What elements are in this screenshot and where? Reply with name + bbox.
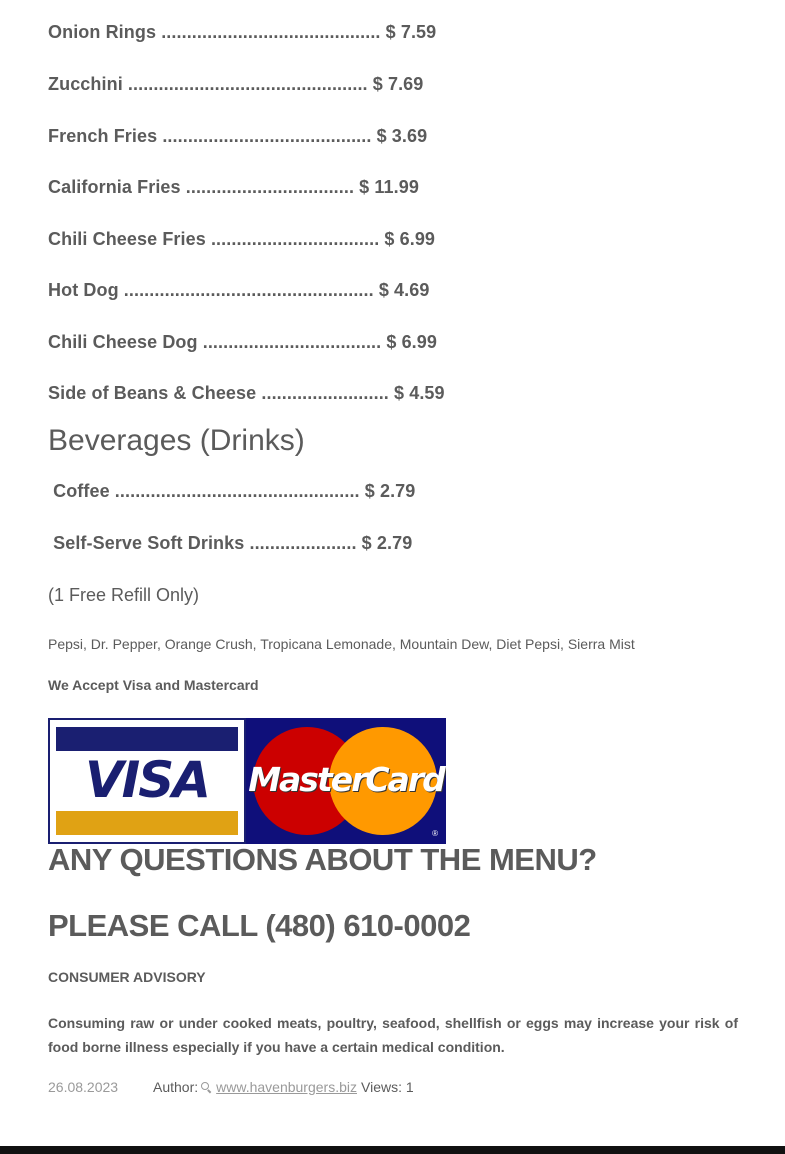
menu-item-chili-cheese-fries: Chili Cheese Fries ................................. $ 6.99 [48, 229, 436, 249]
payment-accept-text: We Accept Visa and Mastercard [48, 677, 259, 693]
mastercard-logo [246, 718, 446, 844]
menu-item-french-fries: French Fries ......................................... $ 3.69 [48, 126, 428, 146]
refill-note: (1 Free Refill Only) [48, 585, 200, 605]
menu-item-side-beans-cheese: Side of Beans & Cheese ......................... $ 4.59 [48, 383, 445, 403]
menu-item-coffee: Coffee ................................................ $ 2.79 [48, 481, 416, 501]
visa-logo-gold-band [56, 811, 238, 835]
consumer-advisory-title: CONSUMER ADVISORY [48, 969, 206, 985]
beverages-heading: Beverages (Drinks) [48, 424, 305, 457]
menu-item-soft-drinks: Self-Serve Soft Drinks ..................... $ 2.79 [48, 533, 413, 553]
visa-logo-text: VISA [84, 751, 209, 809]
call-heading: PLEASE CALL (480) 610-0002 [48, 908, 471, 943]
author-label: Author: [153, 1079, 199, 1095]
menu-item-chili-cheese-dog: Chili Cheese Dog ................................... $ 6.99 [48, 332, 438, 352]
bottom-bar [0, 1146, 785, 1154]
post-date: 26.08.2023 [48, 1079, 119, 1095]
visa-logo-blue-band [56, 727, 238, 751]
menu-item-california-fries: California Fries ................................. $ 11.99 [48, 177, 419, 197]
mastercard-logo-text: MasterCard [248, 760, 444, 799]
mastercard-registered-mark: ® [432, 829, 438, 838]
post-meta [48, 1079, 414, 1095]
drink-list: Pepsi, Dr. Pepper, Orange Crush, Tropicana Lemonade, Mountain Dew, Diet Pepsi, Sierra Mist [48, 636, 635, 652]
payment-card-logos [48, 718, 446, 844]
search-icon [201, 1082, 212, 1093]
menu-item-zucchini: Zucchini ............................................... $ 7.69 [48, 74, 424, 94]
questions-heading: ANY QUESTIONS ABOUT THE MENU? [48, 842, 597, 877]
menu-item-hot-dog: Hot Dog ................................................. $ 4.69 [48, 280, 430, 300]
visa-logo [48, 718, 246, 844]
author-link[interactable]: www.havenburgers.biz [216, 1079, 357, 1095]
consumer-advisory-body: Consuming raw or under cooked meats, poultry, seafood, shellfish or eggs may increase your risk of food borne illness especially if you have a certain medical condition. [48, 1015, 738, 1055]
menu-item-onion-rings: Onion Rings ........................................... $ 7.59 [48, 22, 437, 42]
views-count: Views: 1 [361, 1079, 414, 1095]
